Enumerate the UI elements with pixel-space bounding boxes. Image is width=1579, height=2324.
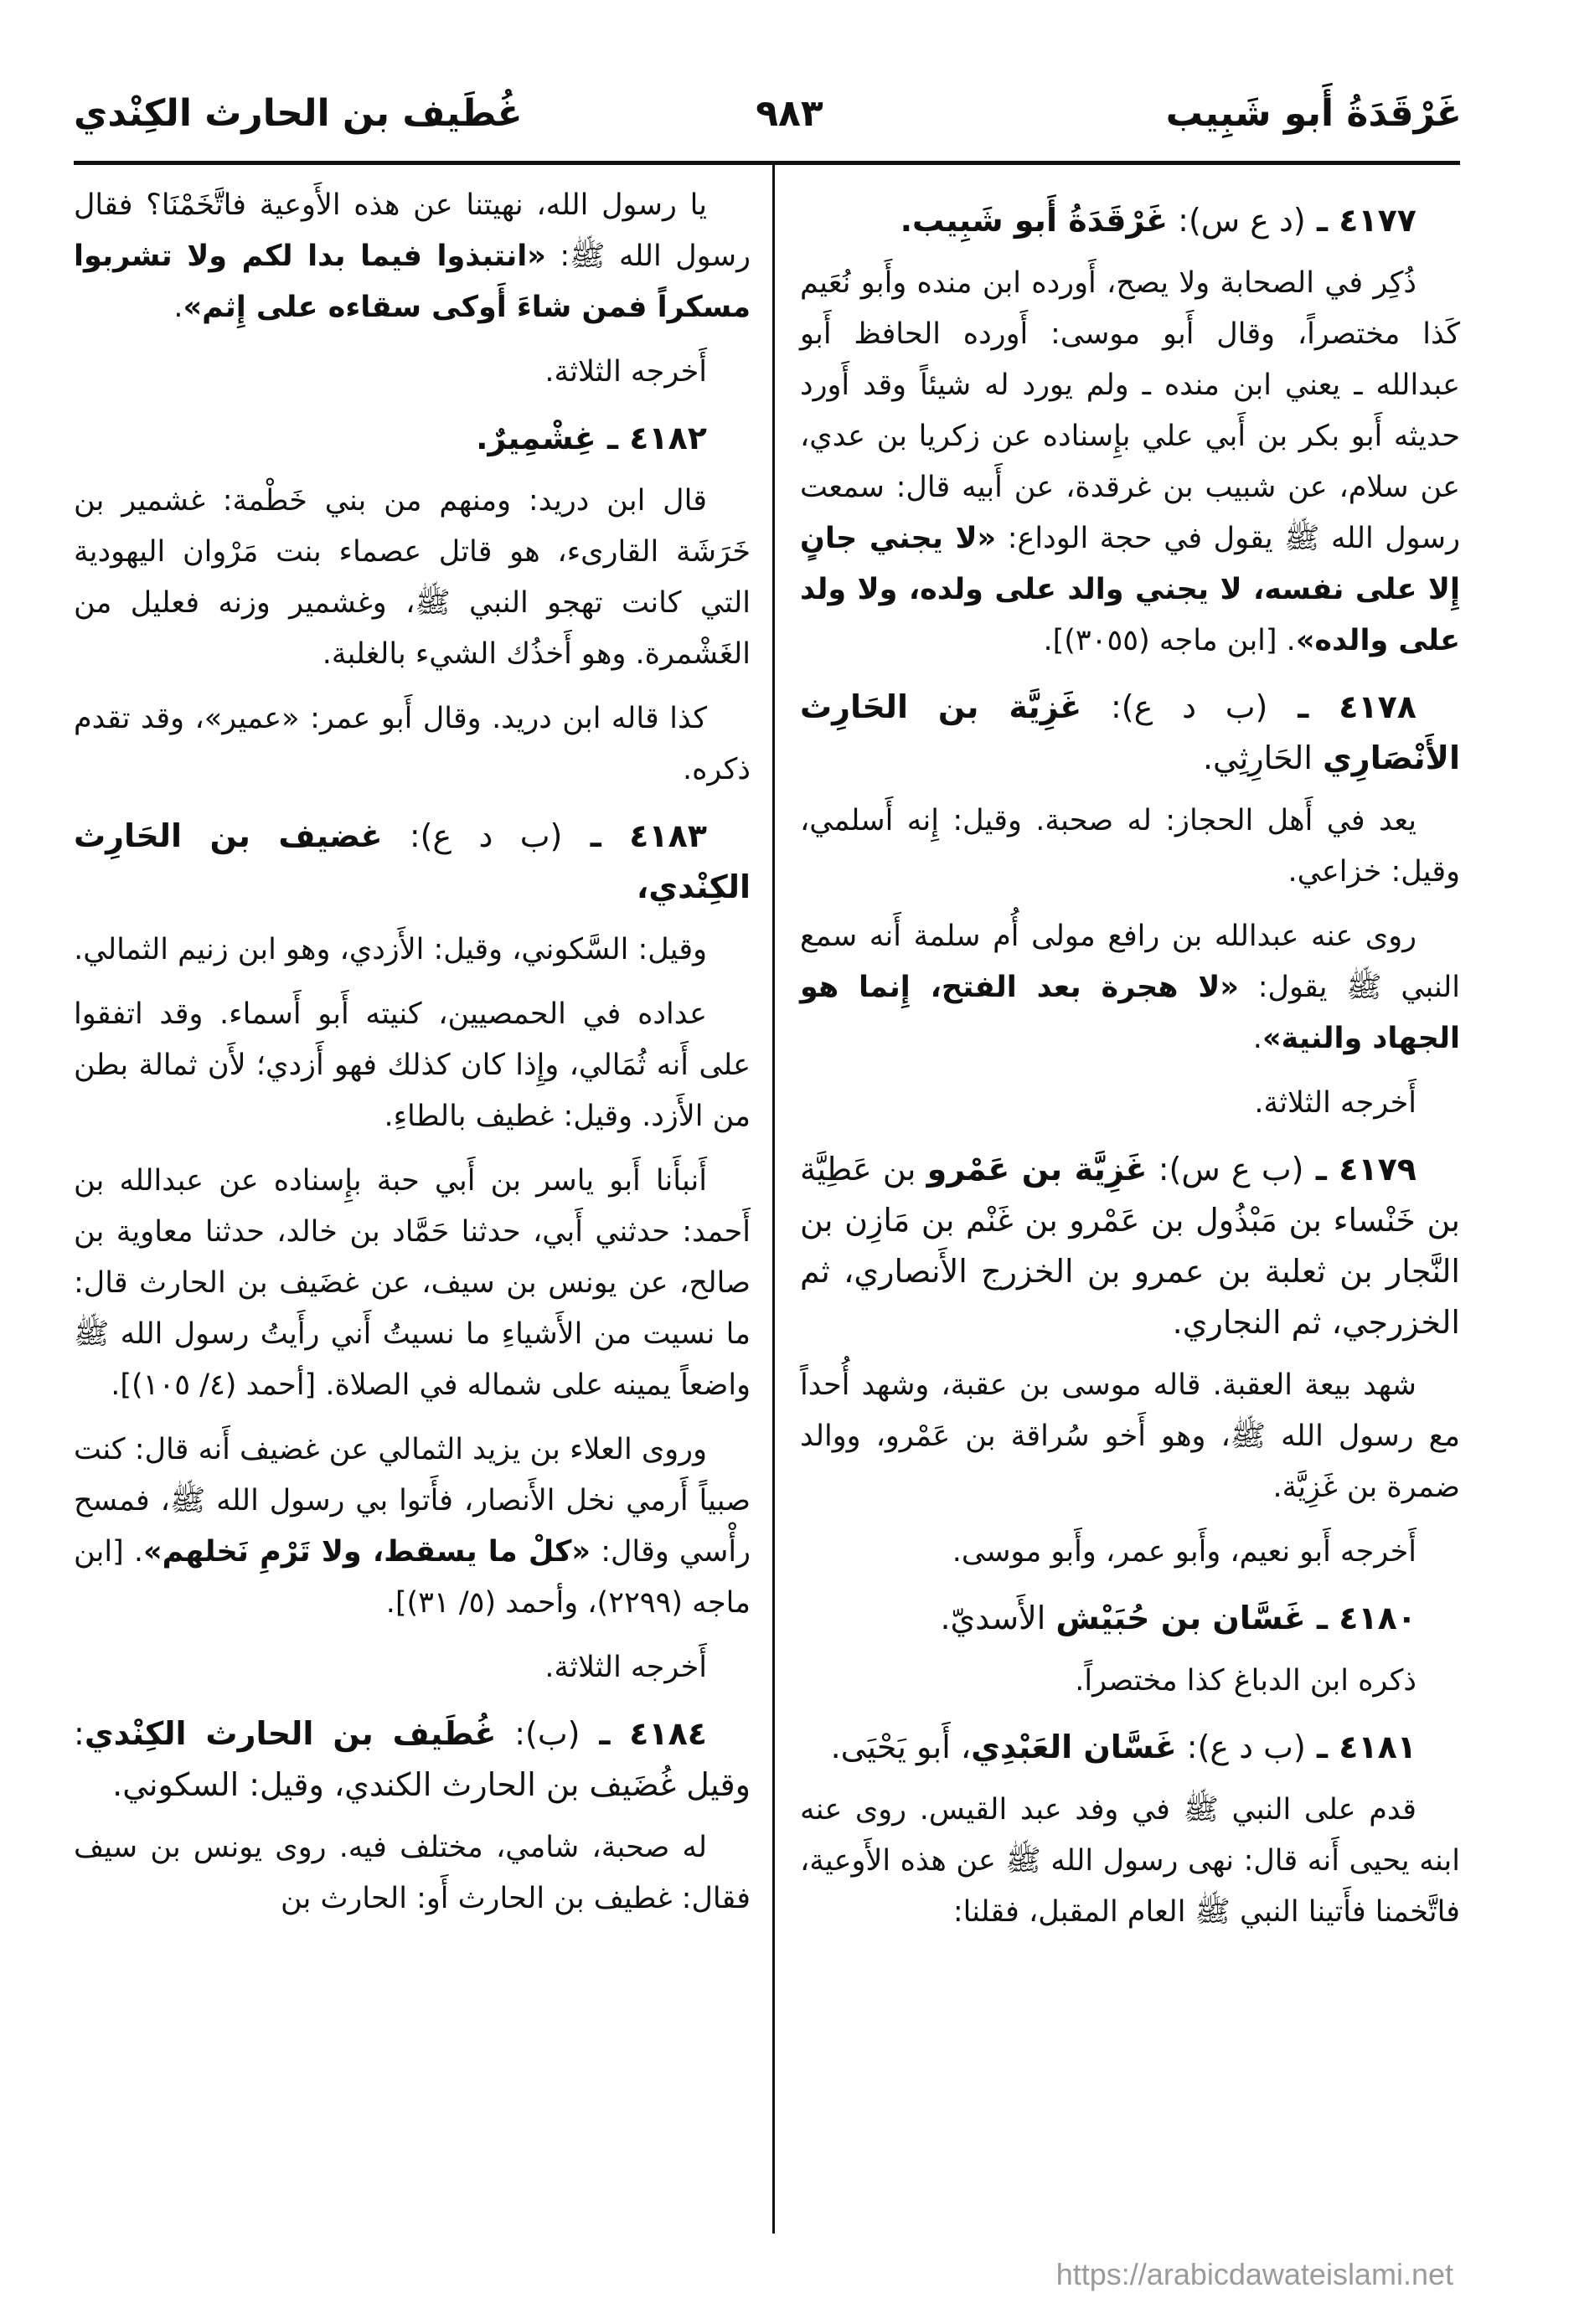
paragraph <box>800 911 1460 1064</box>
paragraph <box>800 1360 1460 1513</box>
entry-heading <box>74 1708 751 1811</box>
text: أَخرجه الثلاثة. <box>1254 1086 1416 1120</box>
text: (ب د ع): <box>382 817 563 854</box>
text: : وقيل غُضَيف بن الحارث الكندي، وقيل: السكوني. <box>74 1715 751 1803</box>
text: أَخرجه الثلاثة. <box>544 1651 707 1684</box>
bold-text: غَزِيَّة بن الحَارِث الأَنْصَارِي <box>800 688 1460 776</box>
text: . [ابن ماجه (٣٠٥٥)]. <box>1043 624 1296 657</box>
bold-text: ٤١٧٧ ـ <box>1305 202 1416 239</box>
entry-heading <box>74 811 751 913</box>
paragraph <box>74 347 751 398</box>
text: . [ابن ماجه (٢٢٩٩)، وأحمد (٥/ ٣١)]. <box>74 1535 751 1620</box>
text: عداده في الحمصيين، كنيته أَبو أَسماء. وقد اتفقوا على أَنه ثُمَالي، وإِذا كان كذلك فهو أَزدي؛ لأَن ثمالة بطن من الأَزد. وقيل: غطيف بالطاءِ. <box>74 997 751 1133</box>
bold-text: ٤١٧٨ ـ <box>1267 688 1416 725</box>
bold-text: ٤١٨٠ ـ <box>1305 1600 1416 1636</box>
paragraph <box>74 1425 751 1629</box>
text: أَنبأَنا أَبو ياسر بن أَبي حبة بإِسناده عن عبدالله بن أَحمد: حدثني أَبي، حدثنا حَمَّاد بن خالد، حدثنا معاوية بن صالح، عن يونس بن سيف، عن غضَيف بن الحارث قال: ما نسيت من الأَشياءِ ما نسيتُ أَني رأَيتُ رسول الله ﷺ واضعاً يمينه على شماله في الصلاة. [أحمد (٤/ ١٠٥)]. <box>74 1164 751 1402</box>
text: قال ابن دريد: ومنهم من بني خَطْمة: غشمير بن خَرَشَة القارىء، هو قاتل عصماء بنت مَرْوان اليهودية التي كانت تهجو النبي ﷺ، وغشمير وزنه فعليل من الغَشْمرة. وهو أَخذُك الشيء بالغلبة. <box>74 484 751 671</box>
bold-text: غَرْقَدَةُ أَبو شَبِيب. <box>900 202 1169 239</box>
bold-text: غَسَّان بن حُبَيْش <box>1055 1600 1306 1636</box>
paragraph <box>74 180 751 333</box>
text: أَخرجه الثلاثة. <box>544 355 707 389</box>
paragraph <box>74 476 751 680</box>
paragraph <box>800 796 1460 898</box>
text: . <box>173 291 183 324</box>
bold-text: غَزِيَّة بن عَمْرو <box>926 1151 1148 1188</box>
paragraph <box>800 1078 1460 1129</box>
column-divider <box>772 165 775 2234</box>
text: بن عَطِيَّة بن خَنْساء بن مَبْذُول بن عَمْرو بن غَنْم بن مَازِن بن النَّجار بن ثعلبة بن عمرو بن الخزرج الأَنصاري، ثم الخزرجي، ثم النجاري. <box>800 1151 1460 1341</box>
text: له صحبة، شامي، مختلف فيه. روى يونس بن سيف فقال: غطيف بن الحارث أَو: الحارث بن <box>74 1831 751 1915</box>
text: (ب ع س): <box>1147 1151 1304 1188</box>
text: قدم على النبي ﷺ في وفد عبد القيس. روى عنه ابنه يحيى أَنه قال: نهى رسول الله ﷺ عن هذه الأَوعية، فاتَّخمنا فأَتينا النبي ﷺ العام المقبل، فقلنا: <box>800 1793 1460 1929</box>
text: (د ع س): <box>1168 202 1306 239</box>
paragraph <box>74 1156 751 1411</box>
text: . <box>1252 1022 1262 1055</box>
entry-heading <box>800 1722 1460 1773</box>
entry-heading <box>74 413 751 464</box>
paragraph <box>74 925 751 976</box>
paragraph <box>74 693 751 796</box>
bold-text: ٤١٨٣ ـ <box>562 817 707 854</box>
bold-text: ٤١٧٩ ـ <box>1303 1151 1416 1188</box>
bold-text: غِشْمِيرٌ. <box>476 420 596 456</box>
page-number: ٩٨٣ <box>756 92 823 135</box>
paragraph <box>74 1822 751 1925</box>
text: ذُكِر في الصحابة ولا يصح، أَورده ابن منده وأَبو نُعَيم كَذا مختصراً، وقال أَبو موسى: أَورده الحافظ أَبو عبدالله ـ يعني ابن منده ـ ولم يورد له شيئاً وقد أَورد حديثه أَبو بكر بن أَبي علي بإِسناده عن زكريا بن عدي، عن سلام، عن شبيب بن غرقدة، عن أَبيه قال: سمعت رسول الله ﷺ يقول في حجة الوداع: <box>800 266 1460 555</box>
left-column <box>74 180 751 1938</box>
text: شهد بيعة العقبة. قاله موسى بن عقبة، وشهد أُحداً مع رسول الله ﷺ، وهو أَخو سُراقة بن عَمْرو، ووالد ضمرة بن غَزِيَّة. <box>800 1368 1460 1504</box>
entry-heading <box>800 1144 1460 1348</box>
text: يا رسول الله، نهيتنا عن هذه الأَوعية فاتَّخَمْنَا؟ فقال رسول الله ﷺ: <box>74 188 751 273</box>
entry-heading <box>800 195 1460 246</box>
header-rule <box>74 161 1460 165</box>
paragraph <box>800 1785 1460 1938</box>
running-head-left: غُطَيف بن الحارث الكِنْدي <box>74 92 523 135</box>
bold-text: «كلْ ما يسقط، ولا تَرْمِ نَخلهم» <box>143 1535 591 1569</box>
right-column <box>800 180 1460 1951</box>
text: (ب د ع): <box>1081 688 1268 725</box>
running-head-right: غَرْقَدَةُ أَبو شَبِيب <box>1165 92 1462 135</box>
text: روى عنه عبدالله بن رافع مولى أُم سلمة أَنه سمع النبي ﷺ يقول: <box>800 920 1460 1004</box>
text: يعد في أَهل الحجاز: له صحبة. وقيل: إِنه أَسلمي، وقيل: خزاعي. <box>800 804 1460 889</box>
entry-heading <box>800 682 1460 784</box>
text: ، أَبو يَحْيَى. <box>830 1729 972 1765</box>
text: (ب): <box>496 1715 581 1752</box>
paragraph <box>800 1527 1460 1578</box>
paragraph <box>74 1642 751 1693</box>
bold-text: ٤١٨٤ ـ <box>580 1715 707 1752</box>
entry-heading <box>800 1593 1460 1644</box>
paragraph <box>74 989 751 1142</box>
paragraph <box>800 1656 1460 1707</box>
text: (ب د ع): <box>1176 1729 1306 1765</box>
paragraph <box>800 258 1460 667</box>
text: أَخرجه أَبو نعيم، وأَبو عمر، وأَبو موسى. <box>952 1535 1416 1569</box>
text: الأَسديّ. <box>940 1600 1056 1636</box>
bold-text: ٤١٨٢ ـ <box>596 420 707 456</box>
watermark-url: https://arabicdawateislami.net <box>1055 2257 1453 2291</box>
bold-text: «لا يجني جانٍ إِلا على نفسه، لا يجني والد على ولده، ولا ولد على والده» <box>800 522 1460 657</box>
text: وروى العلاء بن يزيد الثمالي عن غضيف أَنه قال: كنت صبياً أَرمي نخل الأَنصار، فأَتوا بي رسول الله ﷺ، فمسح رأْسي وقال: <box>74 1433 751 1569</box>
text: كذا قاله ابن دريد. وقال أَبو عمر: «عمير»، وقد تقدم ذكره. <box>74 702 751 786</box>
bold-text: «لا هجرة بعد الفتح، إِنما هو الجهاد والنية» <box>800 971 1460 1055</box>
text: وقيل: السَّكوني، وقيل: الأَزدي، وهو ابن زنيم الثمالي. <box>74 933 707 966</box>
bold-text: غضيف بن الحَارِث الكِنْدي، <box>74 817 751 905</box>
bold-text: «انتبذوا فيما بدا لكم ولا تشربوا مسكراً فمن شاءَ أَوكى سقاءه على إِثم» <box>74 240 751 324</box>
bold-text: غُطَيف بن الحارث الكِنْدي <box>84 1715 497 1752</box>
text: الحَارِثِي. <box>1202 739 1323 776</box>
bold-text: ٤١٨١ ـ <box>1305 1729 1416 1765</box>
text: ذكره ابن الدباغ كذا مختصراً. <box>1075 1664 1416 1698</box>
bold-text: غَسَّان العَبْدِي <box>971 1729 1177 1765</box>
